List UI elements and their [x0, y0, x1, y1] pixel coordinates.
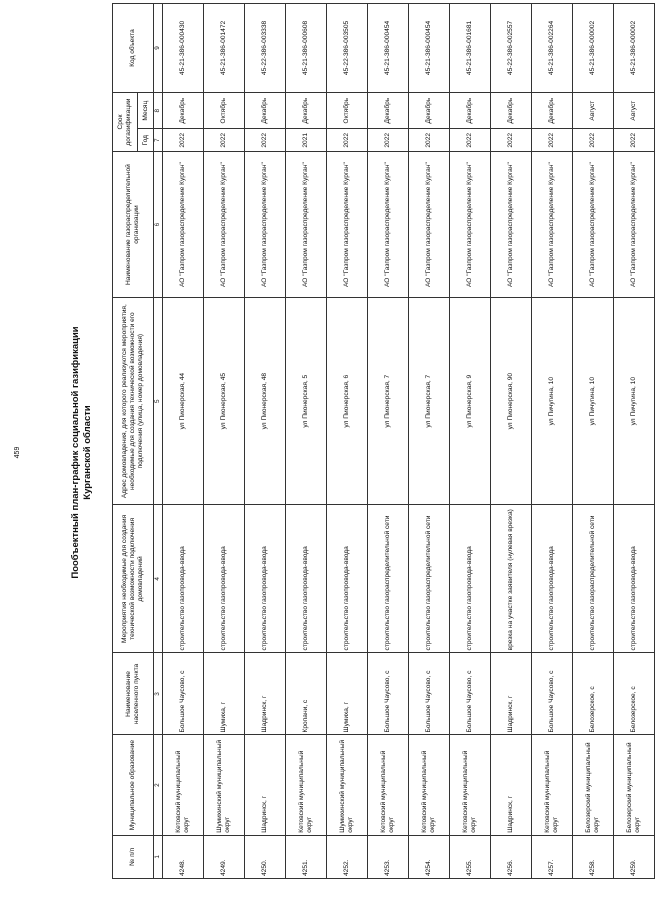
header-row: [113, 4, 138, 879]
header-code: Код объекта: [113, 4, 154, 93]
table-row: [573, 4, 614, 879]
header-year: Год: [138, 129, 154, 152]
year-cell: 2022: [491, 129, 532, 152]
measures-cell: строительство газопровода-ввода: [614, 505, 655, 653]
table-row: [614, 4, 655, 879]
year-cell: 2022: [450, 129, 491, 152]
measures-cell: строительство газораспределительной сети: [409, 505, 450, 653]
row-number: 4253.: [368, 835, 409, 878]
settlement-cell: Большое Чаусово, с: [409, 653, 450, 735]
year-cell: 2022: [614, 129, 655, 152]
table-row: [409, 4, 450, 879]
column-number: 9: [154, 4, 163, 93]
organization-cell: АО "Газпром газораспределение Курган": [245, 152, 286, 298]
organization-cell: АО "Газпром газораспределение Курган": [614, 152, 655, 298]
settlement-cell: Шадринск, г: [491, 653, 532, 735]
row-number: 4250.: [245, 835, 286, 878]
year-cell: 2022: [368, 129, 409, 152]
settlement-cell: Большое Чаусово, с: [163, 653, 204, 735]
object-code-cell: 45-22-386-003505: [327, 4, 368, 93]
municipality-cell: Белозерский муниципальный округ: [573, 735, 614, 835]
header-num: № п/п: [113, 835, 154, 878]
address-cell: ул Пионерская, 6: [327, 297, 368, 504]
measures-cell: строительство газопровода-ввода: [327, 505, 368, 653]
month-cell: Декабрь: [163, 92, 204, 128]
row-number: 4248.: [163, 835, 204, 878]
table-row: [204, 4, 245, 879]
address-cell: ул Пионерская, 45: [204, 297, 245, 504]
address-cell: ул Пионерская, 9: [450, 297, 491, 504]
row-number: 4255.: [450, 835, 491, 878]
object-code-cell: 45-21-386-000454: [409, 4, 450, 93]
year-cell: 2022: [327, 129, 368, 152]
month-cell: Октябрь: [204, 92, 245, 128]
measures-cell: строительство газопровода-ввода: [204, 505, 245, 653]
year-cell: 2022: [204, 129, 245, 152]
year-cell: 2021: [286, 129, 327, 152]
header-municipality: Муниципальное образование: [113, 735, 154, 835]
row-number: 4258.: [573, 835, 614, 878]
measures-cell: строительство газораспределительной сети: [368, 505, 409, 653]
year-cell: 2022: [245, 129, 286, 152]
table-row: [532, 4, 573, 879]
settlement-cell: Большое Чаусово, с: [368, 653, 409, 735]
table-row: [327, 4, 368, 879]
header-organization: Наименование газораспределительной организации: [113, 152, 154, 298]
column-number: 5: [154, 297, 163, 504]
object-code-cell: 45-21-386-000430: [163, 4, 204, 93]
column-number: 4: [154, 505, 163, 653]
month-cell: Декабрь: [532, 92, 573, 128]
month-cell: Декабрь: [491, 92, 532, 128]
month-cell: Октябрь: [327, 92, 368, 128]
address-cell: ул Пионерская, 7: [409, 297, 450, 504]
municipality-cell: Шадринск, г: [245, 735, 286, 835]
municipality-cell: Кетовский муниципальный округ: [368, 735, 409, 835]
object-code-cell: 45-21-386-001681: [450, 4, 491, 93]
municipality-cell: Белозерский муниципальный округ: [614, 735, 655, 835]
measures-cell: строительство газопровода-ввода: [163, 505, 204, 653]
organization-cell: АО "Газпром газораспределение Курган": [409, 152, 450, 298]
month-cell: Август: [614, 92, 655, 128]
object-code-cell: 45-21-386-000454: [368, 4, 409, 93]
settlement-cell: Большое Чаусово, с: [532, 653, 573, 735]
address-cell: ул Пионерская, 5: [286, 297, 327, 504]
row-number: 4252.: [327, 835, 368, 878]
month-cell: Декабрь: [450, 92, 491, 128]
column-number: 6: [154, 152, 163, 298]
table-row: [450, 4, 491, 879]
object-code-cell: 45-22-386-002557: [491, 4, 532, 93]
municipality-cell: Шадринск, г: [491, 735, 532, 835]
table-row: [245, 4, 286, 879]
organization-cell: АО "Газпром газораспределение Курган": [163, 152, 204, 298]
measures-cell: строительство газопровода-ввода: [450, 505, 491, 653]
municipality-cell: Кетовский муниципальный округ: [163, 735, 204, 835]
row-number: 4257.: [532, 835, 573, 878]
organization-cell: АО "Газпром газораспределение Курган": [327, 152, 368, 298]
address-cell: ул Пионерская, 48: [245, 297, 286, 504]
settlement-cell: Шадринск, г: [245, 653, 286, 735]
municipality-cell: Кетовский муниципальный округ: [409, 735, 450, 835]
organization-cell: АО "Газпром газораспределение Курган": [491, 152, 532, 298]
year-cell: 2022: [573, 129, 614, 152]
header-settlement: Наименование населенного пункта: [113, 653, 154, 735]
object-code-cell: 45-21-386-000002: [573, 4, 614, 93]
municipality-cell: Кетовский муниципальный округ: [286, 735, 327, 835]
table-row: [491, 4, 532, 879]
settlement-cell: Шумиха, г: [327, 653, 368, 735]
year-cell: 2022: [163, 129, 204, 152]
object-code-cell: 45-21-386-001472: [204, 4, 245, 93]
measures-cell: строительство газопровода-ввода: [286, 505, 327, 653]
settlement-cell: Белозерское, с: [614, 653, 655, 735]
month-cell: Декабрь: [286, 92, 327, 128]
address-cell: ул Пичугина, 10: [532, 297, 573, 504]
header-measures: Мероприятия необходимые для создания технической возможности подключения домовладений: [113, 505, 154, 653]
organization-cell: АО "Газпром газораспределение Курган": [204, 152, 245, 298]
object-code-cell: 45-21-386-002264: [532, 4, 573, 93]
title-line-2: Курганской области: [82, 405, 93, 500]
table-row: [368, 4, 409, 879]
measures-cell: строительство газопровода-ввода: [245, 505, 286, 653]
month-cell: Декабрь: [409, 92, 450, 128]
municipality-cell: Кетовский муниципальный округ: [450, 735, 491, 835]
table-row: [286, 4, 327, 879]
document-title: [70, 0, 94, 905]
header-address: Адрес домовладения, для которого реализуются мероприятия, необходимые для создания технической возможности его подключения (улица, номер домовладения): [113, 297, 154, 504]
organization-cell: АО "Газпром газораспределение Курган": [573, 152, 614, 298]
gasification-table: [112, 3, 655, 879]
address-cell: ул Пичугина, 10: [614, 297, 655, 504]
object-code-cell: 45-21-386-000002: [614, 4, 655, 93]
table-row: [163, 4, 204, 879]
month-cell: Декабрь: [245, 92, 286, 128]
row-number: 4251.: [286, 835, 327, 878]
municipality-cell: Шумихинский муниципальный округ: [327, 735, 368, 835]
column-number: 3: [154, 653, 163, 735]
month-cell: Август: [573, 92, 614, 128]
municipality-cell: Шумихинский муниципальный округ: [204, 735, 245, 835]
row-number: 4249.: [204, 835, 245, 878]
year-cell: 2022: [532, 129, 573, 152]
settlement-cell: Кропани, с: [286, 653, 327, 735]
address-cell: ул Пичугина, 10: [573, 297, 614, 504]
month-cell: Декабрь: [368, 92, 409, 128]
settlement-cell: Большое Чаусово, с: [450, 653, 491, 735]
column-number-row: [154, 4, 163, 879]
header-deadline: Срок догазификации: [113, 92, 138, 151]
column-number: 8: [154, 92, 163, 128]
organization-cell: АО "Газпром газораспределение Курган": [368, 152, 409, 298]
year-cell: 2022: [409, 129, 450, 152]
column-number: 1: [154, 835, 163, 878]
object-code-cell: 45-22-386-003338: [245, 4, 286, 93]
address-cell: ул Пионерская, 7: [368, 297, 409, 504]
measures-cell: строительство газопровода-ввода: [532, 505, 573, 653]
organization-cell: АО "Газпром газораспределение Курган": [450, 152, 491, 298]
municipality-cell: Кетовский муниципальный округ: [532, 735, 573, 835]
column-number: 7: [154, 129, 163, 152]
title-line-1: Пообъектный план-график социальной газификации: [70, 326, 81, 579]
row-number: 4254.: [409, 835, 450, 878]
measures-cell: строительство газораспределительной сети: [573, 505, 614, 653]
header-month: Месяц: [138, 92, 154, 128]
object-code-cell: 45-21-386-000608: [286, 4, 327, 93]
organization-cell: АО "Газпром газораспределение Курган": [532, 152, 573, 298]
measures-cell: врезка на участке заявителя (нулевая врезка): [491, 505, 532, 653]
column-number: 2: [154, 735, 163, 835]
address-cell: ул Пионерская, 90: [491, 297, 532, 504]
page-number: 459: [14, 446, 21, 459]
address-cell: ул Пионерская, 44: [163, 297, 204, 504]
row-number: 4256.: [491, 835, 532, 878]
organization-cell: АО "Газпром газораспределение Курган": [286, 152, 327, 298]
row-number: 4259.: [614, 835, 655, 878]
settlement-cell: Шумиха, г: [204, 653, 245, 735]
settlement-cell: Белозерское, с: [573, 653, 614, 735]
